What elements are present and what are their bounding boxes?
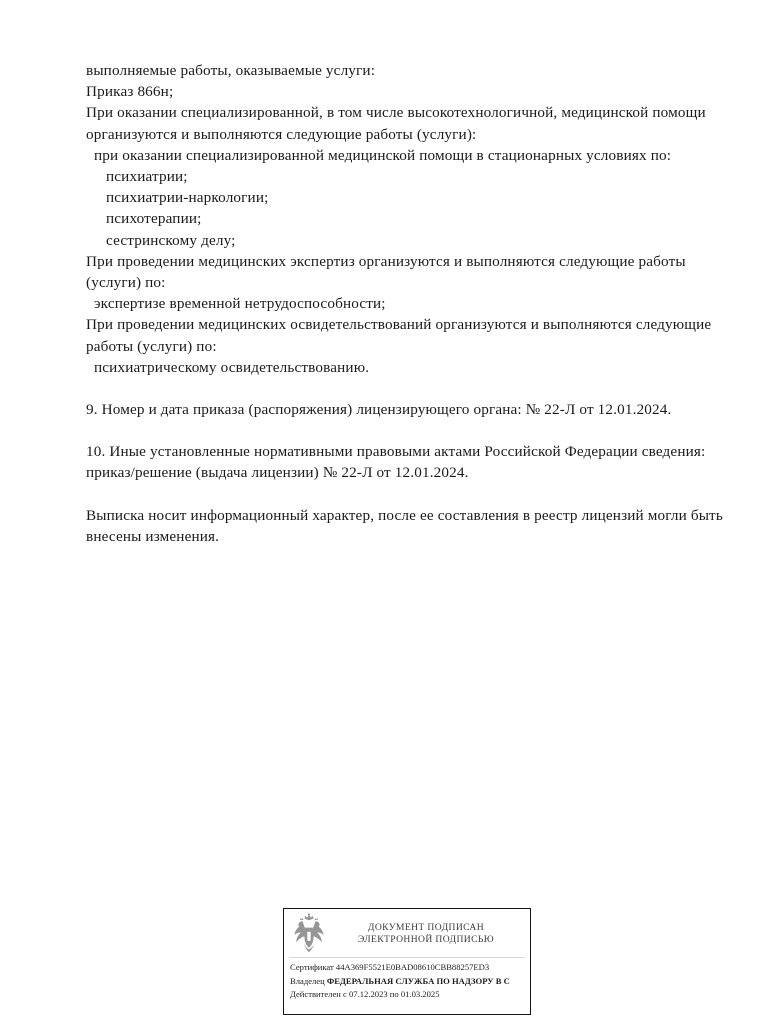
body-line: сестринскому делу;	[106, 231, 236, 249]
body-line: При оказании специализированной, в том числе высокотехнологичной, медицинской помощи	[86, 104, 706, 122]
russian-coat-of-arms-icon	[290, 913, 328, 955]
electronic-signature-stamp	[283, 908, 531, 1015]
body-line: работы (услуги) по:	[86, 337, 217, 355]
stamp-heading-line-2: ЭЛЕКТРОННОЙ ПОДПИСЬЮ	[357, 934, 495, 945]
stamp-validity-line: Действителен с 07.12.2023 по 01.03.2025	[290, 989, 440, 1000]
stamp-owner-label: Владелец	[290, 975, 325, 986]
paragraph-spacer	[86, 378, 736, 399]
body-line: психиатрическому освидетельствованию.	[94, 358, 370, 376]
stamp-certificate-label: Сертификат	[290, 962, 334, 972]
clause-10-block	[86, 441, 736, 483]
body-line: При проведении медицинских освидетельствований организуются и выполняются следующие	[86, 316, 712, 334]
clause-10-line-1: 10. Иные установленные нормативными правовыми актами Российской Федерации сведения:	[86, 443, 706, 461]
clause-10-line-2: приказ/решение (выдача лицензии) № 22-Л от 12.01.2024.	[86, 464, 469, 482]
stamp-certificate-line	[290, 961, 530, 975]
stamp-details	[284, 958, 530, 1013]
document-body	[86, 60, 736, 547]
disclaimer-block	[86, 505, 736, 547]
stamp-heading-text	[328, 922, 526, 947]
body-line: психиатрии;	[106, 168, 188, 186]
clause-9-block	[86, 399, 736, 420]
paragraph-spacer	[86, 484, 736, 505]
stamp-certificate-value: 44A369F5521E0BAD08610CBB88257ED3	[335, 962, 490, 972]
stamp-heading-line-1: ДОКУМЕНТ ПОДПИСАН	[367, 921, 485, 933]
stamp-header	[284, 909, 530, 957]
body-line: организуются и выполняются следующие работы (услуги):	[86, 125, 477, 143]
body-line: Приказ 866н;	[86, 83, 174, 101]
body-line: выполняемые работы, оказываемые услуги:	[86, 62, 376, 79]
body-line: (услуги) по:	[86, 274, 166, 292]
works-and-services-block	[86, 60, 736, 378]
disclaimer-line-2: внесены изменения.	[86, 527, 220, 545]
body-line: психиатрии-наркологии;	[106, 189, 269, 207]
body-line: психотерапии;	[106, 210, 202, 228]
body-line: при оказании специализированной медицинской помощи в стационарных условиях по:	[94, 146, 672, 164]
clause-9-line: 9. Номер и дата приказа (распоряжения) лицензирующего органа: № 22-Л от 12.01.2024.	[86, 401, 672, 419]
stamp-owner-value: ФЕДЕРАЛЬНАЯ СЛУЖБА ПО НАДЗОРУ В С	[326, 975, 510, 986]
body-line: экспертизе временной нетрудоспособности;	[94, 295, 386, 313]
paragraph-spacer	[86, 420, 736, 441]
stamp-owner-line	[290, 975, 530, 989]
body-line: При проведении медицинских экспертиз организуются и выполняются следующие работы	[86, 252, 686, 270]
disclaimer-line-1: Выписка носит информационный характер, после ее составления в реестр лицензий могли быть	[86, 506, 723, 524]
